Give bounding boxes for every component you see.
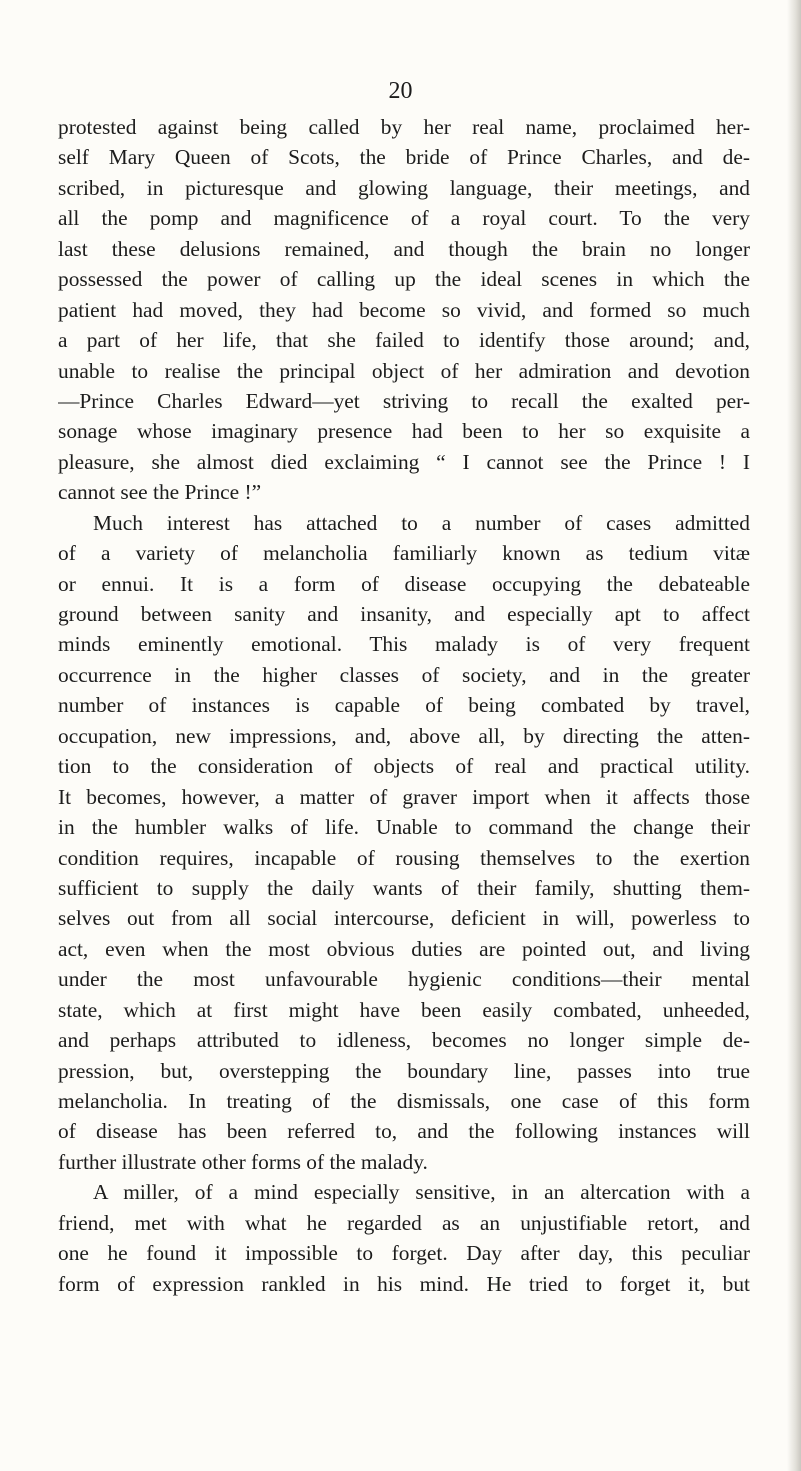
text-line: selves out from all social intercourse, deficient in will, powerless to [58,906,750,931]
text-line: melancholia. In treating of the dismissals, one case of this form [58,1089,750,1113]
text-line: or ennui. It is a form of disease occupying the debateable [58,571,750,596]
text-line: friend, met with what he regarded as an unjustifiable retort, and [58,1210,750,1235]
paragraph-first-line: Much interest has attached to a number of cases admitted [93,510,750,535]
text-line: one he found it impossible to forget. Day after day, this peculiar [58,1241,750,1266]
text-line: pleasure, she almost died exclaiming “ I cannot see the Prince ! I [58,449,750,474]
text-line: act, even when the most obvious duties are pointed out, and living [58,936,750,961]
page-edge-shadow [787,0,801,1471]
text-line: in the humbler walks of life. Unable to command the change their [58,815,750,840]
page-number: 20 [388,78,413,104]
text-line: patient had moved, they had become so vivid, and formed so much [58,297,750,322]
text-line: of a variety of melancholia familiarly known as tedium vitæ [58,541,750,566]
page-body-text [58,112,750,1299]
text-line: under the most unfavourable hygienic conditions—their mental [58,967,750,992]
text-line: possessed the power of calling up the ideal scenes in which the [58,267,750,292]
text-line: minds eminently emotional. This malady is of very frequent [58,632,750,657]
text-line: scribed, in picturesque and glowing language, their meetings, and [58,175,750,200]
text-line: state, which at first might have been easily combated, unheeded, [58,997,750,1022]
text-line: It becomes, however, a matter of graver import when it affects those [58,784,750,809]
text-line: all the pomp and magnificence of a royal court. To the very [58,206,750,231]
text-line: of disease has been referred to, and the following instances will [58,1119,750,1144]
text-line: occupation, new impressions, and, above all, by directing the atten- [58,723,750,748]
text-line: further illustrate other forms of the malady. [58,1149,428,1174]
text-line: a part of her life, that she failed to identify those around; and, [58,328,750,353]
text-line: unable to realise the principal object of her admiration and devotion [58,358,750,383]
text-line: self Mary Queen of Scots, the bride of Prince Charles, and de- [58,145,750,170]
text-line: —Prince Charles Edward—yet striving to recall the exalted per- [58,388,750,413]
text-line: sufficient to supply the daily wants of their family, shutting them- [58,875,750,900]
text-line: ground between sanity and insanity, and especially apt to affect [58,602,750,626]
text-line: condition requires, incapable of rousing themselves to the exertion [58,845,750,870]
text-line: number of instances is capable of being combated by travel, [58,693,750,718]
text-line: tion to the consideration of objects of real and practical utility. [58,754,750,779]
text-line: pression, but, overstepping the boundary line, passes into true [58,1058,750,1083]
text-line: occurrence in the higher classes of society, and in the greater [58,662,750,687]
paragraph-first-line: A miller, of a mind especially sensitive, in an altercation with a [93,1180,750,1205]
text-line: cannot see the Prince !” [58,480,262,505]
text-line: sonage whose imaginary presence had been to her so exquisite a [58,419,750,444]
text-line: protested against being called by her real name, proclaimed her- [58,115,750,139]
text-line: last these delusions remained, and though the brain no longer [58,236,750,261]
text-line: form of expression rankled in his mind. He tried to forget it, but [58,1271,750,1296]
text-line: and perhaps attributed to idleness, becomes no longer simple de- [58,1028,750,1053]
